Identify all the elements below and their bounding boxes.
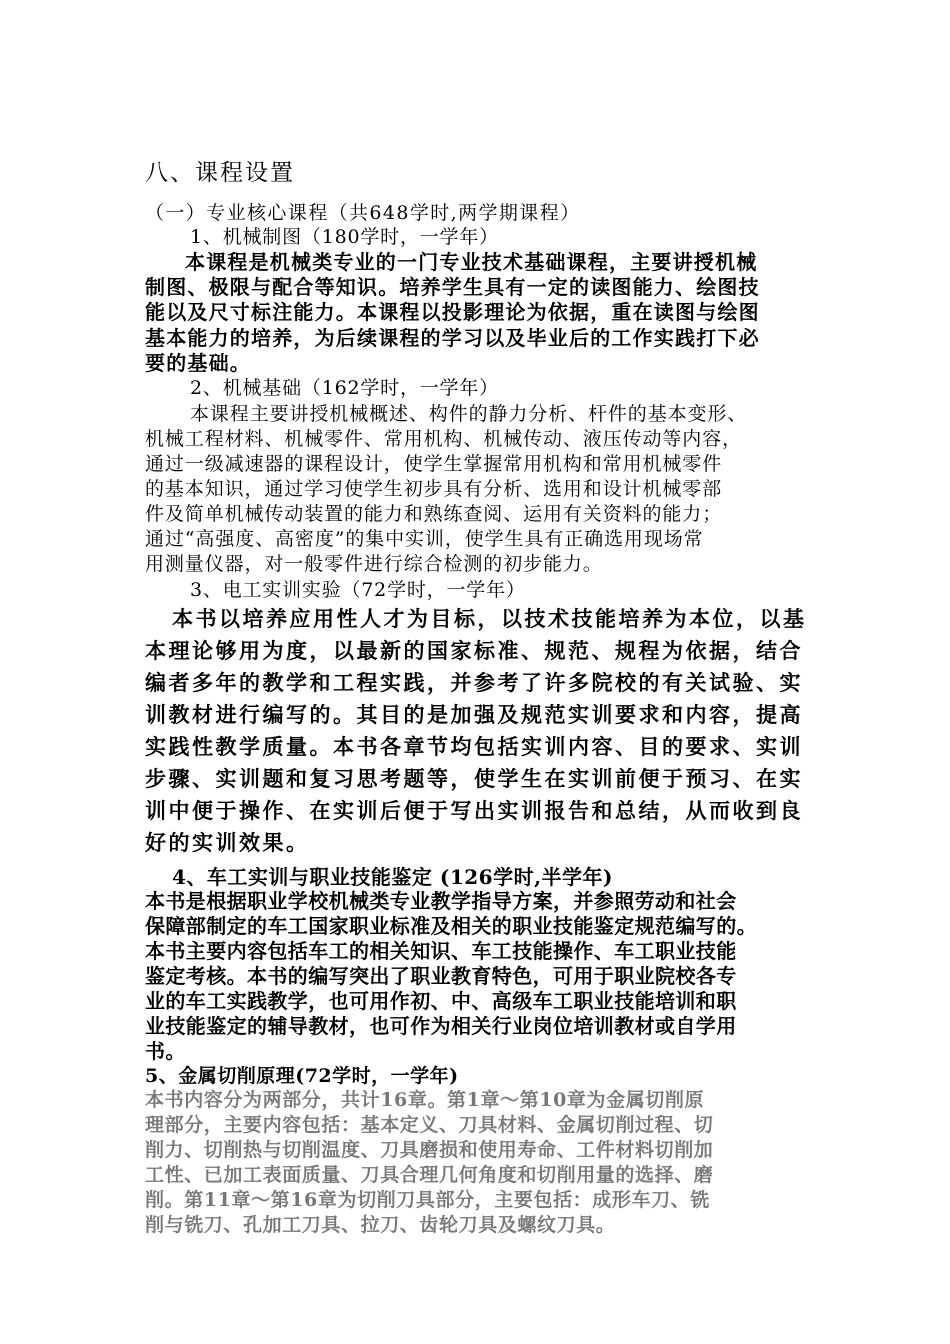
subsection-title: （一）专业核心课程（共648学时,两学期课程） <box>145 202 581 224</box>
course-3-line: 好的实训效果。 <box>145 830 310 855</box>
course-2-line: 的基本知识，通过学习使学生初步具有分析、选用和设计机械零部 <box>145 478 723 500</box>
course-2-heading: 2、机械基础（162学时，一学年） <box>190 377 499 399</box>
course-4-line: 书。 <box>145 1039 186 1063</box>
course-3-line: 本书以培养应用性人才为目标，以技术技能培养为本位，以基 <box>172 606 807 631</box>
course-4-line: 鉴定考核。本书的编写突出了职业教育特色，可用于职业院校各专 <box>145 964 737 988</box>
course-2-line: 通过一级减速器的课程设计，使学生掌握常用机构和常用机械零件 <box>145 453 723 475</box>
course-1-line: 要的基础。 <box>145 351 251 375</box>
course-3-line: 步骤、实训题和复习思考题等，使学生在实训前便于预习、在实 <box>145 766 803 791</box>
course-5-line: 削。第11章～第16章为切削刀具部分，主要包括：成形车刀、铣 <box>145 1189 710 1211</box>
course-2-line: 用测量仪器，对一般零件进行综合检测的初步能力。 <box>145 553 603 575</box>
course-2-line: 通过“高强度、高密度”的集中实训，使学生具有正确选用现场常 <box>145 528 704 550</box>
course-5-line: 削与铣刀、孔加工刀具、拉刀、齿轮刀具及螺纹刀具。 <box>145 1214 616 1236</box>
course-4-line: 本书主要内容包括车工的相关知识、车工技能操作、车工职业技能 <box>145 939 737 963</box>
course-5-line: 本书内容分为两部分，共计16章。第1章～第10章为金属切削原 <box>145 1089 705 1111</box>
course-5-heading: 5、金属切削原理(72学时，一学年) <box>145 1065 459 1087</box>
course-3-heading: 3、电工实训实验（72学时，一学年） <box>190 579 526 601</box>
course-1-line: 本课程是机械类专业的一门专业技术基础课程，主要讲授机械 <box>185 250 758 274</box>
course-5-line: 理部分，主要内容包括：基本定义、刀具材料、金属切削过程、切 <box>145 1114 714 1136</box>
course-1-line: 基本能力的培养，为后续课程的学习以及毕业后的工作实践打下必 <box>145 326 760 350</box>
course-5-line: 工性、已加工表面质量、刀具合理几何角度和切削用量的选择、磨 <box>145 1164 714 1186</box>
course-4-line: 业技能鉴定的辅导教材，也可作为相关行业岗位培训教材或自学用 <box>145 1014 737 1038</box>
course-3-line: 实践性教学质量。本书各章节均包括实训内容、目的要求、实训 <box>145 734 803 759</box>
course-4-line: 本书是根据职业学校机械类专业教学指导方案，并参照劳动和社会 <box>145 889 737 913</box>
course-2-line: 机械工程材料、机械零件、常用机构、机械传动、液压传动等内容， <box>145 428 743 450</box>
course-4-line: 保障部制定的车工国家职业标准及相关的职业技能鉴定规范编写的。 <box>145 914 757 938</box>
course-1-heading: 1、机械制图（180学时，一学年） <box>190 226 499 248</box>
course-3-line: 训教材进行编写的。其目的是加强及规范实训要求和内容，提高 <box>145 702 803 727</box>
course-5-line: 削力、切削热与切削温度、刀具磨损和使用寿命、工件材料切削加 <box>145 1139 714 1161</box>
course-2-line: 本课程主要讲授机械概述、构件的静力分析、杆件的基本变形、 <box>190 403 748 425</box>
course-3-line: 编者多年的教学和工程实践，并参考了许多院校的有关试验、实 <box>145 670 803 695</box>
course-4-line: 业的车工实践教学，也可用作初、中、高级车工职业技能培训和职 <box>145 989 737 1013</box>
course-3-line: 本理论够用为度，以最新的国家标准、规范、规程为依据，结合 <box>145 638 803 663</box>
course-2-line: 件及简单机械传动装置的能力和熟练查阅、运用有关资料的能力； <box>145 503 723 525</box>
course-1-line: 能以及尺寸标注能力。本课程以投影理论为依据，重在读图与绘图 <box>145 300 760 324</box>
course-1-line: 制图、极限与配合等知识。培养学生具有一定的读图能力、绘图技 <box>145 275 760 299</box>
section-title: 八、课程设置 <box>145 160 295 186</box>
course-4-heading: 4、车工实训与职业技能鉴定 (126学时,半学年) <box>172 865 614 889</box>
course-3-line: 训中便于操作、在实训后便于写出实训报告和总结，从而收到良 <box>145 798 803 823</box>
